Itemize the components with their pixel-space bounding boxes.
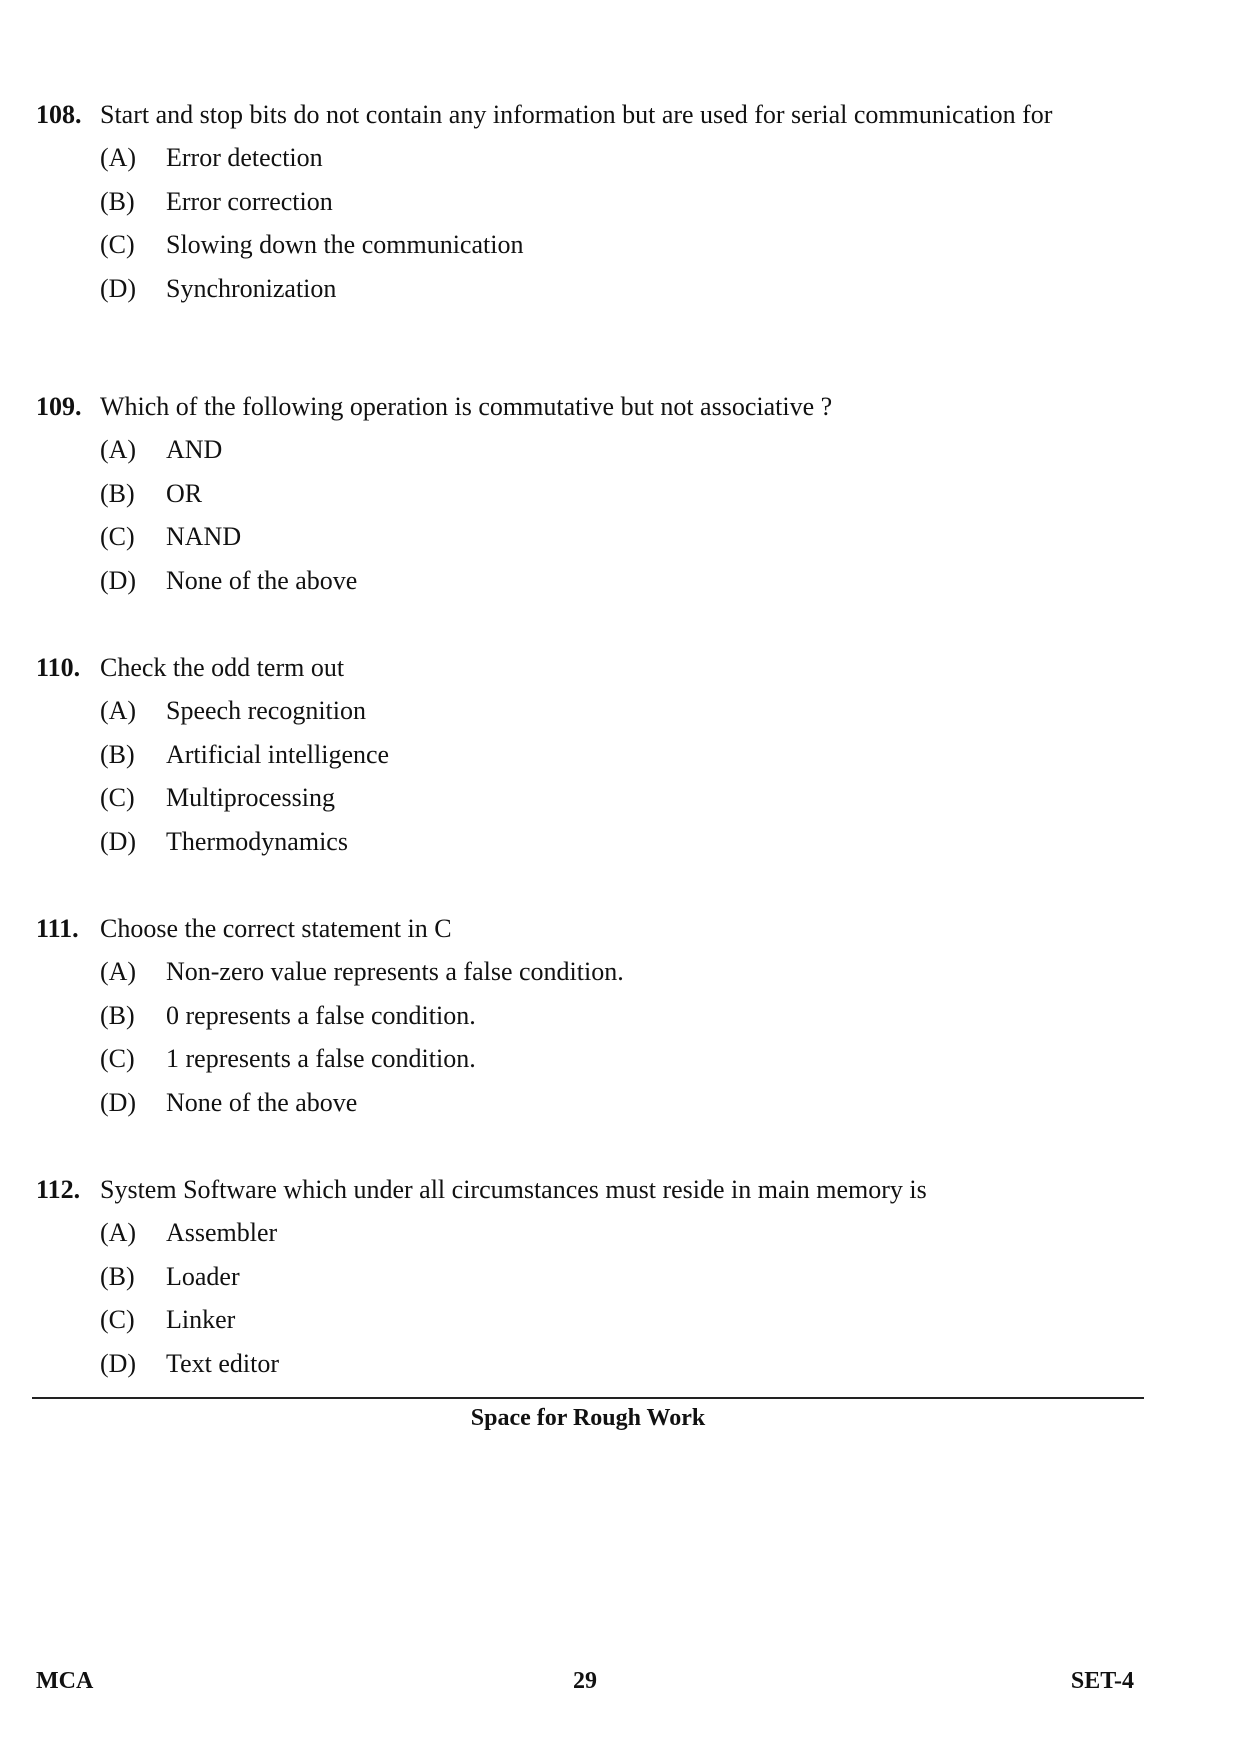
question-number: 110. bbox=[36, 653, 81, 682]
question-number: 112. bbox=[36, 1175, 81, 1204]
option-text: Linker bbox=[166, 1305, 236, 1334]
option-a bbox=[100, 136, 1146, 180]
option-text: 1 represents a false condition. bbox=[166, 1044, 476, 1073]
option-c bbox=[100, 223, 1146, 267]
rough-work-divider bbox=[32, 1397, 1144, 1399]
option-b bbox=[100, 1255, 1146, 1299]
option-text: Assembler bbox=[166, 1218, 278, 1247]
question-header bbox=[36, 98, 1146, 132]
option-text: Loader bbox=[166, 1261, 240, 1291]
question-text: Choose the correct statement in C bbox=[100, 914, 452, 943]
option-letter: (D) bbox=[100, 565, 137, 595]
option-text: Error detection bbox=[166, 143, 323, 172]
option-letter: (A) bbox=[100, 696, 137, 725]
option-c bbox=[100, 1298, 1146, 1342]
option-letter: (A) bbox=[100, 143, 137, 172]
option-letter: (B) bbox=[100, 739, 135, 769]
options-list bbox=[36, 136, 1146, 310]
option-letter: (D) bbox=[100, 1348, 137, 1378]
options-list bbox=[36, 428, 1146, 602]
option-c bbox=[100, 776, 1146, 820]
option-text: Artificial intelligence bbox=[166, 739, 390, 769]
option-text: 0 represents a false condition. bbox=[166, 1000, 476, 1030]
option-text: None of the above bbox=[166, 1087, 358, 1117]
question-header bbox=[36, 912, 1146, 946]
option-d bbox=[100, 820, 1146, 864]
option-letter: (C) bbox=[100, 230, 135, 259]
footer-page-number: 29 bbox=[573, 1668, 597, 1694]
option-text: Synchronization bbox=[166, 273, 337, 303]
option-d bbox=[100, 267, 1146, 311]
option-letter: (C) bbox=[100, 522, 135, 551]
option-letter: (A) bbox=[100, 1218, 137, 1247]
option-a bbox=[100, 428, 1146, 472]
question-header bbox=[36, 651, 1146, 685]
option-b bbox=[100, 180, 1146, 224]
question-109 bbox=[36, 390, 1146, 602]
option-letter: (C) bbox=[100, 1044, 135, 1073]
question-number: 111. bbox=[36, 914, 79, 943]
question-header bbox=[36, 1173, 1146, 1207]
option-letter: (A) bbox=[100, 435, 137, 464]
option-letter: (A) bbox=[100, 957, 137, 986]
question-text: Check the odd term out bbox=[100, 653, 345, 682]
option-text: Slowing down the communication bbox=[166, 230, 524, 259]
option-letter: (D) bbox=[100, 273, 137, 303]
option-letter: (D) bbox=[100, 826, 137, 856]
question-111 bbox=[36, 912, 1146, 1124]
option-text: Text editor bbox=[166, 1348, 279, 1378]
option-text: Speech recognition bbox=[166, 696, 366, 725]
question-number: 108. bbox=[36, 100, 82, 129]
option-text: Multiprocessing bbox=[166, 783, 335, 812]
question-text: Start and stop bits do not contain any information but are used for serial communication for bbox=[100, 100, 1053, 129]
option-letter: (D) bbox=[100, 1087, 137, 1117]
option-letter: (B) bbox=[100, 186, 135, 216]
option-d bbox=[100, 559, 1146, 603]
option-text: Thermodynamics bbox=[166, 826, 348, 856]
rough-work-title: Space for Rough Work bbox=[470, 1405, 706, 1431]
question-108 bbox=[36, 98, 1146, 310]
footer-course-code: MCA bbox=[36, 1668, 94, 1694]
options-list bbox=[36, 950, 1146, 1124]
options-list bbox=[36, 1211, 1146, 1385]
option-text: AND bbox=[166, 435, 223, 464]
option-a bbox=[100, 689, 1146, 733]
option-b bbox=[100, 994, 1146, 1038]
option-letter: (B) bbox=[100, 1000, 135, 1030]
question-text: Which of the following operation is commutative but not associative ? bbox=[100, 392, 833, 421]
option-d bbox=[100, 1081, 1146, 1125]
option-letter: (B) bbox=[100, 478, 135, 508]
option-letter: (B) bbox=[100, 1261, 135, 1291]
question-112 bbox=[36, 1173, 1146, 1385]
option-letter: (C) bbox=[100, 1305, 135, 1334]
option-text: Error correction bbox=[166, 186, 333, 216]
options-list bbox=[36, 689, 1146, 863]
option-text: OR bbox=[166, 478, 203, 508]
option-c bbox=[100, 515, 1146, 559]
option-text: Non-zero value represents a false condition. bbox=[166, 957, 624, 986]
footer-set-code: SET-4 bbox=[1070, 1668, 1134, 1694]
option-a bbox=[100, 950, 1146, 994]
option-a bbox=[100, 1211, 1146, 1255]
option-letter: (C) bbox=[100, 783, 135, 812]
option-text: None of the above bbox=[166, 565, 358, 595]
option-c bbox=[100, 1037, 1146, 1081]
question-header bbox=[36, 390, 1146, 424]
question-110 bbox=[36, 651, 1146, 863]
option-d bbox=[100, 1342, 1146, 1386]
option-b bbox=[100, 472, 1146, 516]
option-b bbox=[100, 733, 1146, 777]
question-number: 109. bbox=[36, 392, 82, 421]
option-text: NAND bbox=[166, 522, 242, 551]
question-text: System Software which under all circumstances must reside in main memory is bbox=[100, 1175, 927, 1204]
